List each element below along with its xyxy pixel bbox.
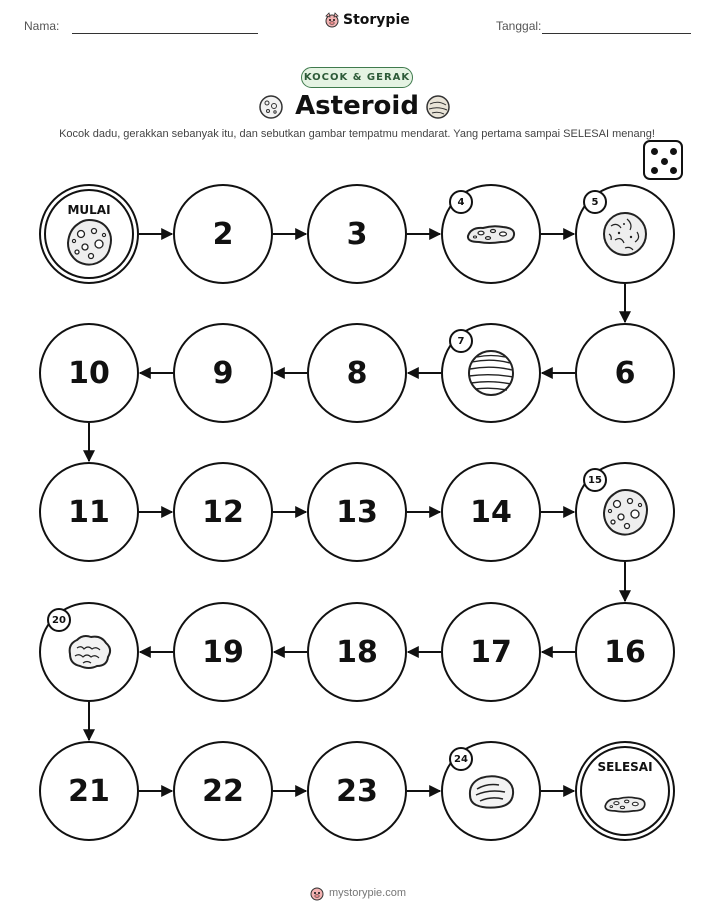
board-space-23 — [307, 741, 407, 841]
space-number: 22 — [202, 773, 244, 809]
instructions: Kocok dadu, gerakkan sebanyak itu, dan sebutkan gambar tempatmu mendarat. Yang pertama sampai SELESAI menang! — [59, 128, 655, 140]
start-label: MULAI — [67, 203, 111, 217]
space-number-tag: 20 — [47, 608, 71, 632]
grooved-rock-icon — [463, 763, 519, 819]
board-space-22 — [173, 741, 273, 841]
space-number: 13 — [336, 494, 378, 530]
space-number-tag: 5 — [583, 190, 607, 214]
cratered-asteroid-icon — [61, 214, 117, 270]
space-number: 10 — [68, 355, 110, 391]
page-title: Asteroid — [295, 91, 419, 121]
flat-asteroid-icon — [463, 206, 519, 262]
space-number: 2 — [212, 216, 234, 252]
board-space-21 — [39, 741, 139, 841]
category-badge: KOCOK & GERAK — [301, 67, 413, 88]
brand-name: Storypie — [343, 12, 410, 28]
space-number-tag: 24 — [449, 747, 473, 771]
space-number: 8 — [346, 355, 368, 391]
finish-label: SELESAI — [597, 760, 653, 774]
space-number-tag: 4 — [449, 190, 473, 214]
space-number: 14 — [470, 494, 512, 530]
space-number: 16 — [604, 634, 646, 670]
board-space-16 — [575, 602, 675, 702]
space-number: 11 — [68, 494, 110, 530]
space-number: 17 — [470, 634, 512, 670]
board-space-6 — [575, 323, 675, 423]
striped-planet-icon — [463, 345, 519, 401]
spotted-asteroid-icon — [597, 484, 653, 540]
space-number-tag: 7 — [449, 329, 473, 353]
board-space-11 — [39, 462, 139, 562]
lumpy-rock-icon — [61, 624, 117, 680]
flat-asteroid-icon — [601, 780, 649, 828]
space-number: 18 — [336, 634, 378, 670]
board-space-17 — [441, 602, 541, 702]
finish-space — [575, 741, 675, 841]
space-number: 6 — [614, 355, 636, 391]
name-label: Nama: — [24, 19, 60, 33]
date-label: Tanggal: — [496, 19, 542, 33]
board-space-3 — [307, 184, 407, 284]
round-asteroid-icon — [597, 206, 653, 262]
space-number: 21 — [68, 773, 110, 809]
board-space-2 — [173, 184, 273, 284]
board-space-12 — [173, 462, 273, 562]
board-space-14 — [441, 462, 541, 562]
board-space-18 — [307, 602, 407, 702]
space-number: 9 — [212, 355, 234, 391]
board-space-13 — [307, 462, 407, 562]
footer — [310, 885, 406, 901]
start-space — [39, 184, 139, 284]
pig-mascot-icon — [310, 885, 324, 901]
footer-url[interactable]: mystorypie.com — [329, 887, 407, 899]
space-number: 23 — [336, 773, 378, 809]
space-number: 12 — [202, 494, 244, 530]
board-space-10 — [39, 323, 139, 423]
space-number: 3 — [346, 216, 368, 252]
space-number: 19 — [202, 634, 244, 670]
board-space-9 — [173, 323, 273, 423]
board-space-8 — [307, 323, 407, 423]
space-number-tag: 15 — [583, 468, 607, 492]
board-space-19 — [173, 602, 273, 702]
